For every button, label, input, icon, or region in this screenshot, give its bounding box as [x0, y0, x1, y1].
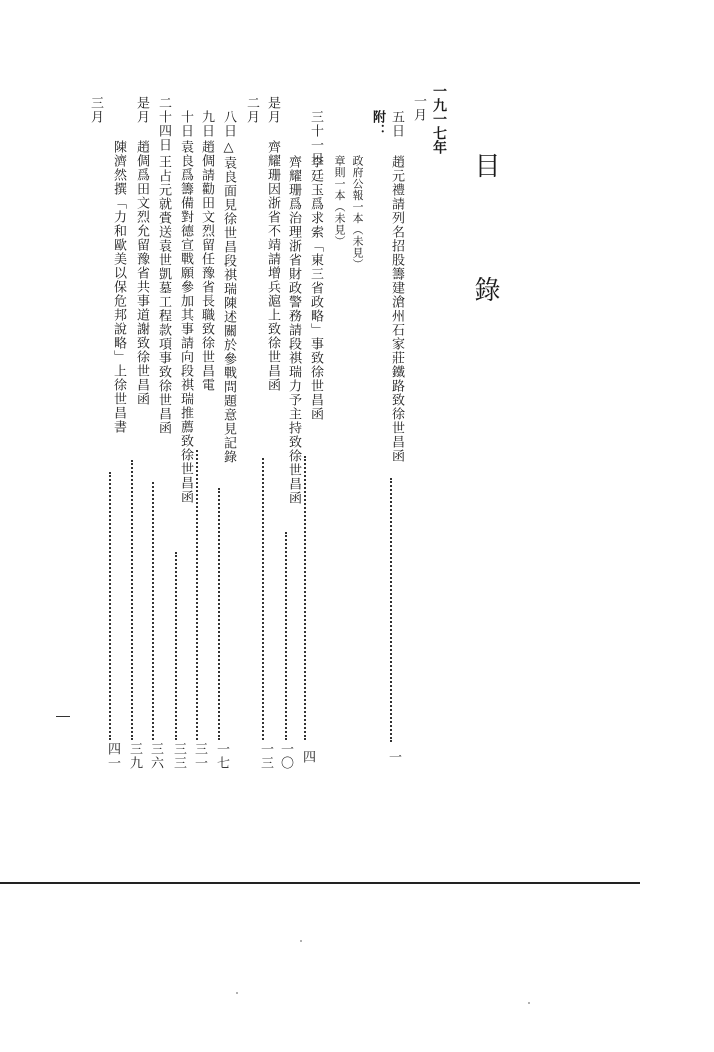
leader-dots: [262, 458, 264, 740]
page-footer-mark: [56, 716, 70, 717]
appendix-label: 附：: [370, 110, 385, 138]
entry-page-number: 三九: [127, 742, 142, 770]
entry-page-number: 三一: [192, 742, 207, 770]
entry-title: 王占元就賫送袁世凱墓工程款項事致徐世昌函: [156, 155, 171, 435]
entry-page-number: 四: [300, 750, 315, 764]
entry-page-number: 四一: [105, 742, 120, 770]
month-january: 一月: [411, 94, 426, 122]
entry-page-number: 一〇: [278, 742, 293, 770]
leader-dots: [304, 456, 306, 740]
appendix-item: 章則一本（未見）: [333, 155, 346, 247]
page-title: 目 錄: [470, 152, 500, 338]
leader-dots: [109, 472, 111, 740]
entry-page-number: 一: [386, 750, 401, 764]
entry-date: 十日: [178, 110, 193, 138]
scan-speck: [528, 1002, 530, 1004]
leader-dots: [218, 488, 220, 740]
entry-title: 齊耀珊爲治理浙省財政警務請段祺瑞力予主持致徐世昌函: [286, 155, 301, 505]
month-february: 二月: [244, 96, 259, 124]
leader-dots: [152, 482, 154, 740]
month-march: 三月: [88, 96, 103, 124]
entry-title: 齊耀珊因浙省不靖請增兵滬上致徐世昌函: [265, 140, 280, 392]
year-heading: 一九一七年: [431, 84, 447, 154]
entry-title: △袁良面見徐世昌段祺瑞陳述關於參戰問題意見記錄: [221, 140, 236, 464]
entry-date: 八日: [221, 110, 236, 138]
scan-edge-line: [0, 882, 640, 884]
entry-date: 五日: [389, 110, 404, 138]
entry-page-number: 一七: [214, 742, 229, 770]
leader-dots: [131, 460, 133, 740]
entry-page-number: 三六: [148, 742, 163, 770]
entry-title: 袁良爲籌備對德宣戰願參加其事請向段祺瑞推薦致徐世昌函: [178, 140, 193, 504]
leader-dots: [285, 532, 287, 740]
entry-page-number: 一三: [258, 742, 273, 770]
entry-page-number: 三三: [171, 742, 186, 770]
leader-dots: [390, 478, 392, 742]
entry-date: 九日: [199, 110, 214, 138]
entry-title: 趙倜爲田文烈允留豫省共事道謝致徐世昌函: [134, 140, 149, 406]
leader-dots: [175, 552, 177, 740]
entry-date: 是月: [134, 96, 149, 124]
leader-dots: [196, 450, 198, 740]
scan-speck: [236, 992, 238, 994]
appendix-item: 政府公報一本（未見）: [351, 155, 364, 270]
entry-title: 陳濟然撰「力和歐美以保危邦說略」上徐世昌書: [111, 140, 126, 434]
entry-title: 趙元禮請列名招股籌建滄州石家莊鐵路致徐世昌函: [389, 155, 404, 463]
entry-date: 二十四日: [156, 96, 171, 152]
entry-date: 是月: [265, 96, 280, 124]
entry-title: 李廷玉爲求索「東三省政略」事致徐世昌函: [308, 155, 323, 421]
entry-title: 趙倜請勸田文烈留任豫省長職致徐世昌電: [199, 140, 214, 392]
entry-date: 三十一日: [308, 110, 323, 166]
scan-speck: [300, 940, 302, 942]
